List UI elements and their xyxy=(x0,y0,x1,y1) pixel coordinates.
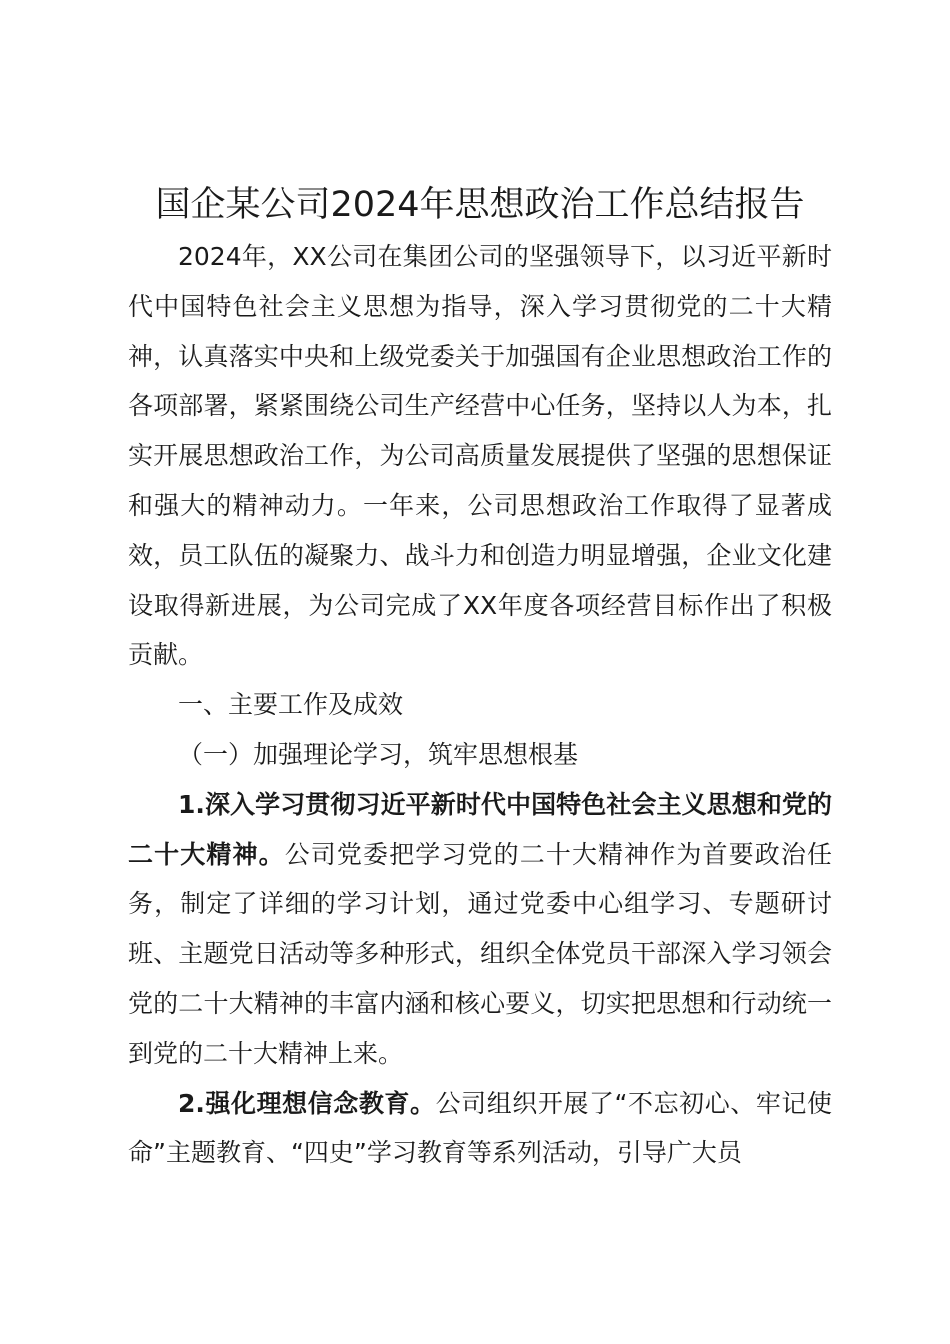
intro-paragraph: 2024年，XX公司在集团公司的坚强领导下，以习近平新时代中国特色社会主义思想为指导，深入学习贯彻党的二十大精神，认真落实中央和上级党委关于加强国有企业思想政治工作的各项部署，紧紧围绕公司生产经营中心任务，坚持以人为本，扎实开展思想政治工作，为公司高质量发展提供了坚强的思想保证和强大的精神动力。一年来，公司思想政治工作取得了显著成效，员工队伍的凝聚力、战斗力和创造力明显增强，企业文化建设取得新进展，为公司完成了XX年度各项经营目标作出了积极贡献。 xyxy=(128,242,832,670)
document-title: 国企某公司2024年思想政治工作总结报告 xyxy=(155,185,805,225)
document-page xyxy=(128,178,832,1178)
section-heading: 一、主要工作及成效 xyxy=(178,690,404,720)
item-lead-2: 2.强化理想信念教育。 xyxy=(178,1088,436,1118)
item-body-1: 公司党委把学习党的二十大精神作为首要政治任务，制定了详细的学习计划，通过党委中心组学习、专题研讨班、主题党日活动等多种形式，组织全体党员干部深入学习领会党的二十大精神的丰富内涵和核心要义，切实把思想和行动统一到党的二十大精神上来。 xyxy=(128,839,832,1068)
item-paragraph-1 xyxy=(128,780,832,1079)
item-paragraph-2 xyxy=(128,1079,832,1179)
item-body-2: 公司组织开展了“不忘初心、牢记使命”主题教育、“四史”学习教育等系列活动，引导广大员 xyxy=(128,1088,833,1168)
subsection-heading: （一）加强理论学习，筑牢思想根基 xyxy=(178,739,579,769)
item-lead-1: 1.深入学习贯彻习近平新时代中国特色社会主义思想和党的二十大精神。 xyxy=(128,789,832,869)
